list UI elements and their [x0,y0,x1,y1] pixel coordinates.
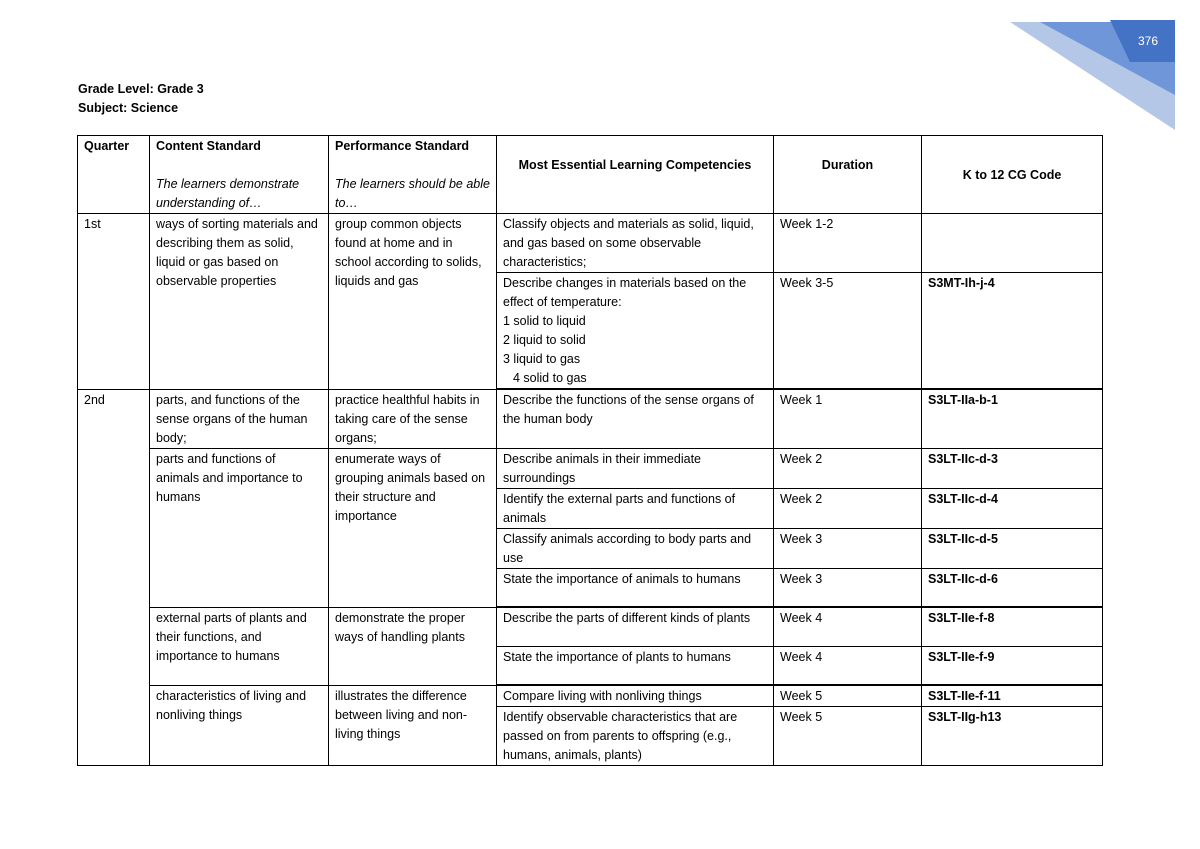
code-cell: S3LT-IIc-d-4 [922,488,1103,528]
content-standard-cell: external parts of plants and their functions, and importance to humans [150,607,329,685]
content-standard-cell: ways of sorting materials and describing them as solid, liquid or gas based on observable properties [150,214,329,390]
table-row [78,607,1103,646]
code-cell: S3LT-IIg-h13 [922,707,1103,766]
melc-cell: Describe animals in their immediate surroundings [497,448,774,488]
col-cg-code: K to 12 CG Code [922,136,1103,214]
code-cell: S3LT-IIe-f-11 [922,685,1103,707]
melc-list-item: 3 liquid to gas [503,352,581,366]
content-standard-sub: The learners demonstrate understanding of… [156,177,300,210]
performance-standard-cell: group common objects found at home and in school according to solids, liquids and gas [329,214,497,390]
col-melc: Most Essential Learning Competencies [497,136,774,214]
melc-list-item: 1 solid to liquid [503,314,586,328]
content-standard-cell: parts and functions of animals and importance to humans [150,448,329,607]
melc-cell: Describe the parts of different kinds of plants [497,607,774,646]
code-cell: S3LT-IIe-f-8 [922,607,1103,646]
melc-cell: Identify the external parts and functions of animals [497,488,774,528]
melc-cell: Describe changes in materials based on the effect of temperature: 1 solid to liquid 2 liquid to solid 3 liquid to gas 4 solid to gas [497,273,774,390]
grade-level: Grade Level: Grade 3 [78,82,204,96]
table-row [78,685,1103,707]
duration-cell: Week 1 [774,389,922,448]
duration-cell: Week 5 [774,707,922,766]
melc-cell: State the importance of plants to humans [497,646,774,685]
header-row [78,136,1103,214]
duration-cell: Week 2 [774,448,922,488]
code-cell: S3LT-IIa-b-1 [922,389,1103,448]
melc-cell: Describe the functions of the sense organs of the human body [497,389,774,448]
code-cell: S3LT-IIe-f-9 [922,646,1103,685]
document-header [78,80,204,118]
melc-cell: Classify objects and materials as solid, liquid, and gas based on some observable characteristics; [497,214,774,273]
duration-cell: Week 3 [774,528,922,568]
table-row [78,214,1103,273]
duration-cell: Week 5 [774,685,922,707]
quarter-cell: 2nd [78,389,150,766]
melc-cell: State the importance of animals to humans [497,568,774,607]
performance-standard-cell: illustrates the difference between living and non-living things [329,685,497,766]
code-cell [922,214,1103,273]
code-cell: S3LT-IIc-d-6 [922,568,1103,607]
corner-decoration [0,0,1200,140]
duration-cell: Week 4 [774,607,922,646]
performance-standard-sub: The learners should be able to… [335,177,490,210]
code-cell: S3LT-IIc-d-3 [922,448,1103,488]
code-cell: S3LT-IIc-d-5 [922,528,1103,568]
melc-cell: Classify animals according to body parts and use [497,528,774,568]
melc-cell: Identify observable characteristics that are passed on from parents to offspring (e.g., humans, animals, plants) [497,707,774,766]
melc-cell: Compare living with nonliving things [497,685,774,707]
melc-list-item: 4 solid to gas [513,371,587,385]
code-cell: S3MT-Ih-j-4 [922,273,1103,390]
col-quarter: Quarter [78,136,150,214]
performance-standard-cell: enumerate ways of grouping animals based on their structure and importance [329,448,497,607]
performance-standard-cell: practice healthful habits in taking care of the sense organs; [329,389,497,448]
col-duration: Duration [774,136,922,214]
content-standard-cell: characteristics of living and nonliving things [150,685,329,766]
col-content-standard: Content Standard The learners demonstrate understanding of… [150,136,329,214]
table-row [78,389,1103,448]
table-row [78,448,1103,488]
performance-standard-cell: demonstrate the proper ways of handling plants [329,607,497,685]
duration-cell: Week 4 [774,646,922,685]
quarter-cell: 1st [78,214,150,390]
duration-cell: Week 1-2 [774,214,922,273]
melc-list-item: 2 liquid to solid [503,333,586,347]
content-standard-cell: parts, and functions of the sense organs of the human body; [150,389,329,448]
duration-cell: Week 3-5 [774,273,922,390]
col-performance-standard: Performance Standard The learners should be able to… [329,136,497,214]
duration-cell: Week 3 [774,568,922,607]
subject: Subject: Science [78,101,179,115]
page-number: 376 [1137,34,1159,48]
duration-cell: Week 2 [774,488,922,528]
curriculum-table [77,135,1103,766]
